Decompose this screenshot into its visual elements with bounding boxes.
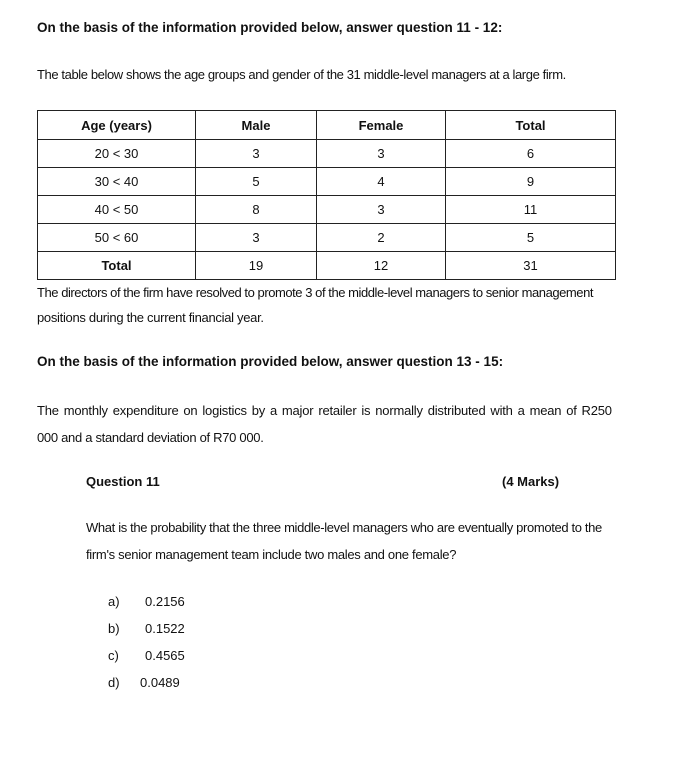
table-cell: 5 (196, 168, 317, 196)
option-value: 0.0489 (140, 675, 180, 690)
table-total-cell: 19 (196, 252, 317, 280)
table-header-cell: Total (446, 111, 616, 140)
table-cell: 6 (446, 140, 616, 168)
question-text-line: What is the probability that the three middle-level managers who are eventually promoted to the (86, 520, 602, 535)
table-cell: 8 (196, 196, 317, 224)
table-row (38, 196, 616, 224)
table-row (38, 140, 616, 168)
table-total-cell: 31 (446, 252, 616, 280)
logistics-text-line: 000 and a standard deviation of R70 000. (37, 430, 264, 445)
table-row (38, 224, 616, 252)
table-total-row (38, 252, 616, 280)
section-heading-q13-15: On the basis of the information provided below, answer question 13 - 15: (37, 354, 504, 369)
table-cell: 40 < 50 (38, 196, 196, 224)
table-cell: 50 < 60 (38, 224, 196, 252)
question-title: Question 11 (86, 474, 160, 489)
table-cell: 3 (196, 224, 317, 252)
table-header-cell: Female (317, 111, 446, 140)
table-cell: 30 < 40 (38, 168, 196, 196)
table-intro-text: The table below shows the age groups and gender of the 31 middle-level managers at a large firm. (37, 67, 566, 82)
option-value: 0.2156 (145, 594, 185, 609)
option-letter: d) (108, 675, 120, 690)
option-letter: b) (108, 621, 120, 636)
table-cell: 5 (446, 224, 616, 252)
table-header-cell: Male (196, 111, 317, 140)
option-letter: a) (108, 594, 120, 609)
option-value: 0.1522 (145, 621, 185, 636)
age-gender-table (37, 110, 616, 280)
option-value: 0.4565 (145, 648, 185, 663)
table-total-label: Total (38, 252, 196, 280)
table-cell: 4 (317, 168, 446, 196)
table-cell: 11 (446, 196, 616, 224)
table-cell: 20 < 30 (38, 140, 196, 168)
table-cell: 3 (196, 140, 317, 168)
option-letter: c) (108, 648, 119, 663)
question-text-line: firm's senior management team include two males and one female? (86, 547, 457, 562)
table-cell: 2 (317, 224, 446, 252)
table-cell: 9 (446, 168, 616, 196)
directors-text-line: The directors of the firm have resolved to promote 3 of the middle-level managers to senior management (37, 285, 594, 300)
table-cell: 3 (317, 140, 446, 168)
logistics-text-line: The monthly expenditure on logistics by a major retailer is normally distributed with a mean of R250 (37, 403, 612, 418)
table-header-cell: Age (years) (38, 111, 196, 140)
section-heading-q11-12: On the basis of the information provided below, answer question 11 - 12: (37, 20, 503, 35)
question-marks: (4 Marks) (502, 474, 560, 489)
directors-text-line: positions during the current financial year. (37, 310, 264, 325)
table-header-row (38, 111, 616, 140)
table-row (38, 168, 616, 196)
table-cell: 3 (317, 196, 446, 224)
table-total-cell: 12 (317, 252, 446, 280)
